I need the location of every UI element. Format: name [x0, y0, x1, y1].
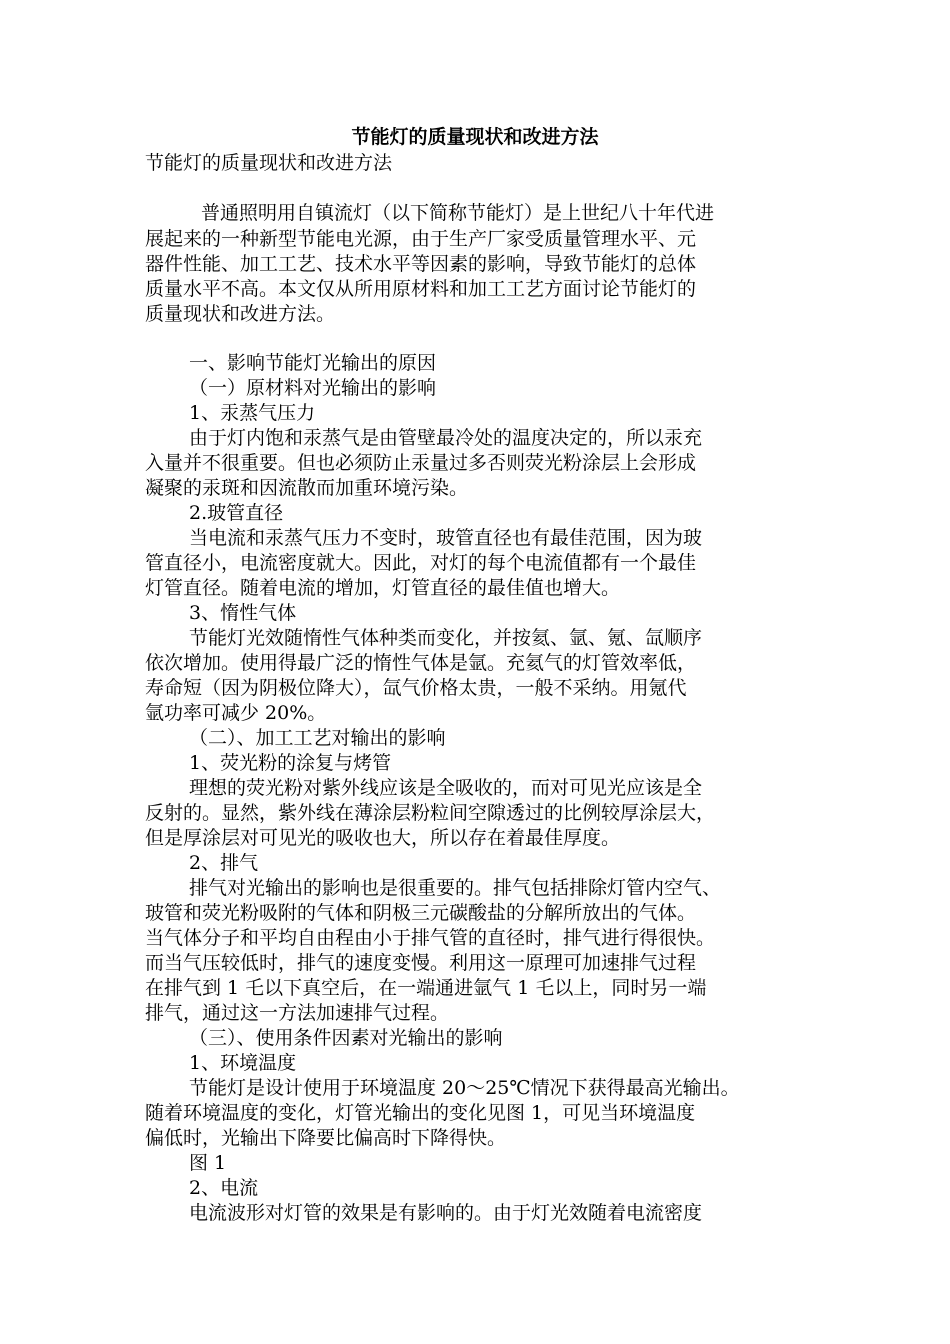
document-title: 节能灯的质量现状和改进方法	[351, 126, 599, 148]
paragraph-line: 由于灯内饱和汞蒸气是由管壁最冷处的温度决定的，所以汞充	[189, 427, 703, 449]
paragraph-line: 当电流和汞蒸气压力不变时，玻管直径也有最佳范围，因为玻	[189, 527, 703, 549]
paragraph-line: 而当气压较低时，排气的速度变慢。利用这一原理可加速排气过程	[145, 952, 697, 974]
paragraph-line: 器件性能、加工工艺、技术水平等因素的影响，导致节能灯的总体	[145, 253, 697, 275]
item-heading: 1、环境温度	[189, 1052, 297, 1074]
paragraph-line: 灯管直径。随着电流的增加，灯管直径的最佳值也增大。	[145, 577, 621, 599]
paragraph-line: 排气对光输出的影响也是很重要的。排气包括排除灯管内空气、	[189, 877, 722, 899]
paragraph-line: 电流波形对灯管的效果是有影响的。由于灯光效随着电流密度	[189, 1202, 703, 1224]
paragraph-line: 凝聚的汞斑和因流散而加重环境污染。	[145, 477, 469, 499]
section-heading: 一、影响节能灯光输出的原因	[189, 352, 437, 374]
item-heading: 2、排气	[189, 852, 259, 874]
figure-caption: 图 1	[189, 1152, 227, 1174]
paragraph-line: 排气，通过这一方法加速排气过程。	[145, 1002, 450, 1024]
subsection-heading: （三）、使用条件因素对光输出的影响	[189, 1027, 503, 1049]
item-heading: 3、惰性气体	[189, 602, 297, 624]
paragraph-line: 偏低时，光输出下降要比偏高时下降得快。	[145, 1127, 507, 1149]
paragraph-line: 依次增加。使用得最广泛的惰性气体是氩。充氦气的灯管效率低，	[145, 652, 697, 674]
subsection-heading: （一）原材料对光输出的影响	[189, 377, 437, 399]
paragraph-line: 管直径小，电流密度就大。因此，对灯的每个电流值都有一个最佳	[145, 552, 697, 574]
paragraph-line: 寿命短（因为阴极位降大），氙气价格太贵，一般不采纳。用氪代	[145, 677, 687, 699]
item-heading: 2、电流	[189, 1177, 259, 1199]
paragraph-line: 入量并不很重要。但也必须防止汞量过多否则荧光粉涂层上会形成	[145, 452, 697, 474]
item-heading: 1、荧光粉的涂复与烤管	[189, 752, 392, 774]
paragraph-line: 反射的。显然，紫外线在薄涂层粉粒间空隙透过的比例较厚涂层大，	[145, 802, 716, 824]
subtitle-line: 节能灯的质量现状和改进方法	[145, 152, 393, 174]
paragraph-line: 展起来的一种新型节能电光源，由于生产厂家受质量管理水平、元	[145, 228, 697, 250]
paragraph-line: 玻管和荧光粉吸附的气体和阴极三元碳酸盐的分解所放出的气体。	[145, 902, 697, 924]
paragraph-line: 质量水平不高。本文仅从所用原材料和加工工艺方面讨论节能灯的	[145, 278, 697, 300]
paragraph-line: 随着环境温度的变化，灯管光输出的变化见图 1，可见当环境温度	[145, 1102, 696, 1124]
item-heading: 1、汞蒸气压力	[189, 402, 316, 424]
paragraph-line: 在排气到 1 乇以下真空后，在一端通进氩气 1 乇以上，同时另一端	[145, 977, 707, 999]
paragraph-line: 理想的荧光粉对紫外线应该是全吸收的，而对可见光应该是全	[189, 777, 703, 799]
subsection-heading: （二）、加工工艺对输出的影响	[189, 727, 446, 749]
paragraph-line: 节能灯光效随惰性气体种类而变化，并按氦、氩、氪、氙顺序	[189, 627, 703, 649]
paragraph-line: 普通照明用自镇流灯（以下简称节能灯）是上世纪八十年代进	[201, 202, 715, 224]
paragraph-line: 但是厚涂层对可见光的吸收也大，所以存在着最佳厚度。	[145, 827, 621, 849]
paragraph-line: 节能灯是设计使用于环境温度 20～25℃情况下获得最高光输出。	[189, 1077, 740, 1099]
paragraph-line: 当气体分子和平均自由程由小于排气管的直径时，排气进行得很快。	[145, 927, 716, 949]
paragraph-line: 质量现状和改进方法。	[145, 303, 336, 325]
paragraph-line: 氩功率可减少 20%。	[145, 702, 327, 724]
item-heading: 2.玻管直径	[189, 502, 284, 524]
